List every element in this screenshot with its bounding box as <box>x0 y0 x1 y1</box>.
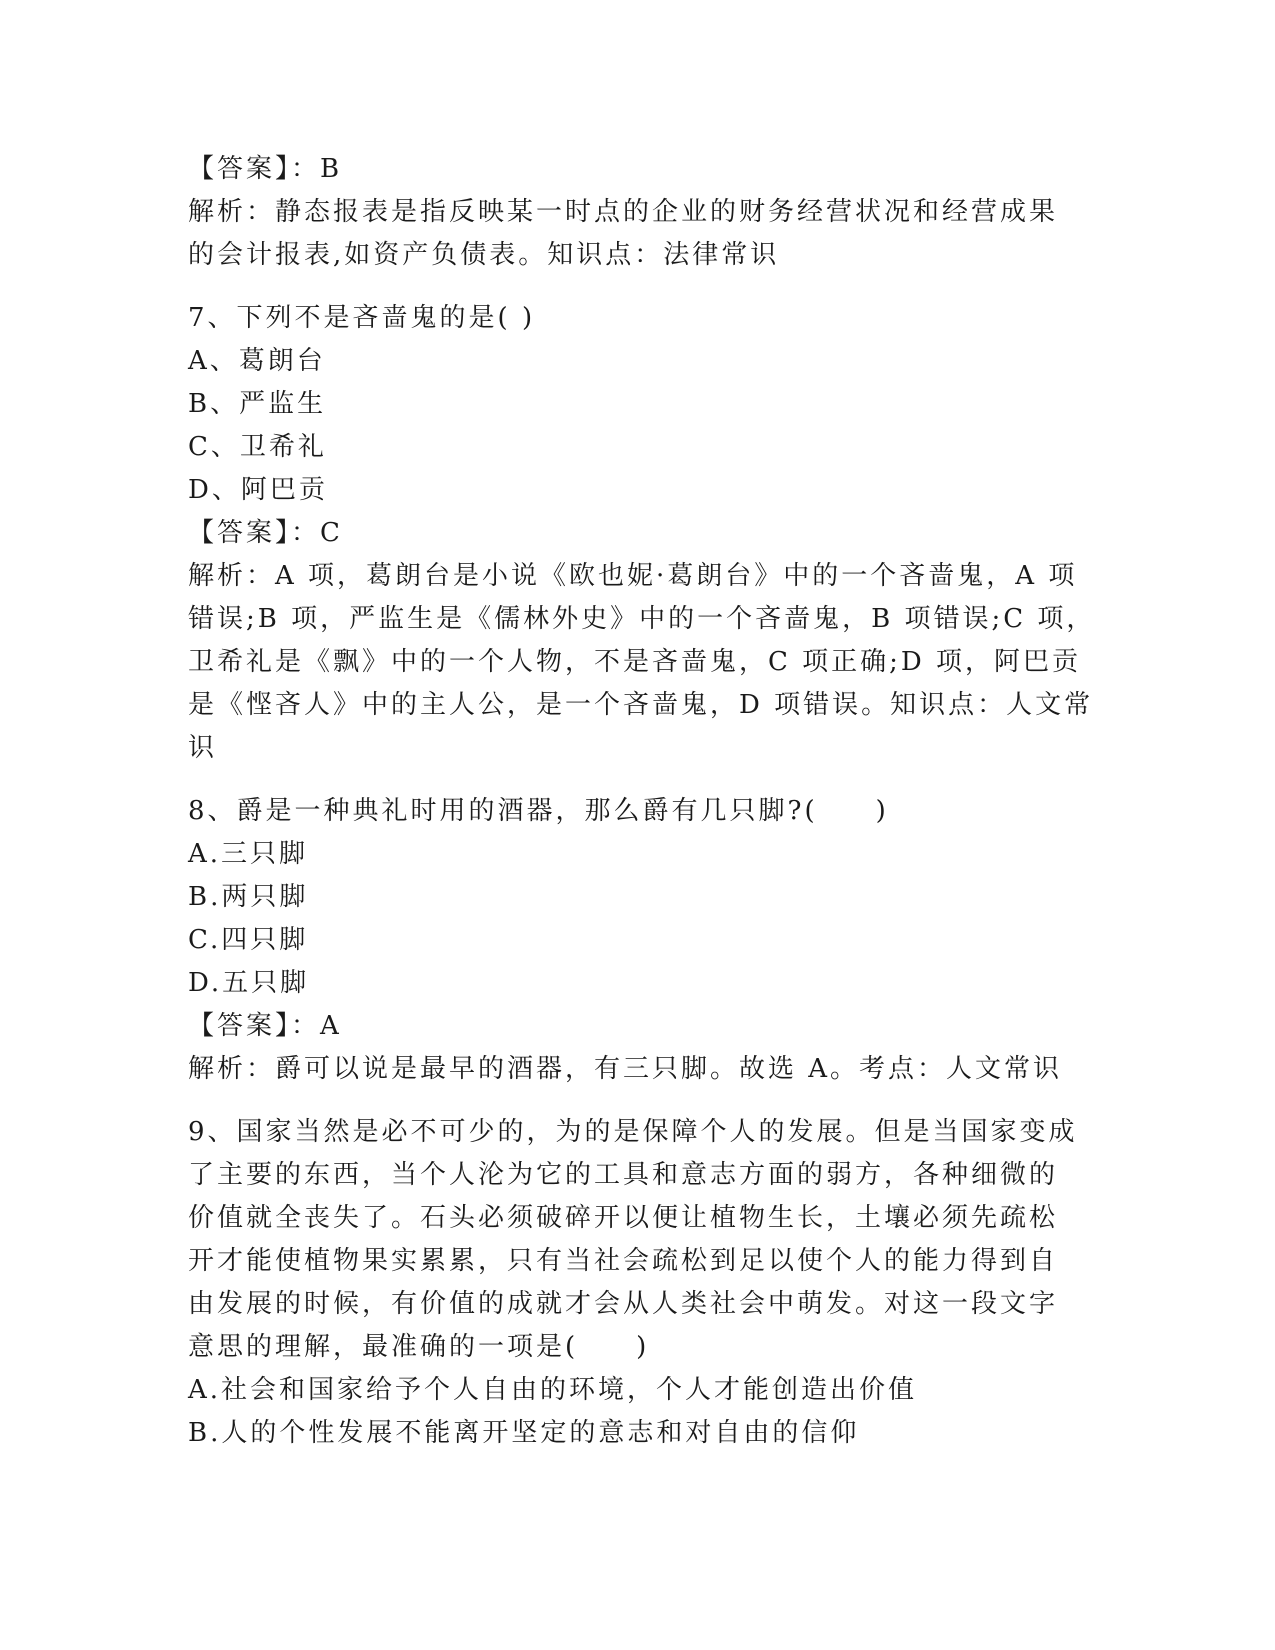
page-content <box>188 148 1096 1455</box>
question-7-answer: 【答案】：C <box>188 518 343 548</box>
question-7-option-d: D、阿巴贡 <box>188 475 328 505</box>
analysis-line: 的会计报表,如资产负债表。知识点：法律常识 <box>188 240 780 270</box>
question-9-stem-line: 价值就全丧失了。石头必须破碎开以便让植物生长，土壤必须先疏松 <box>188 1203 1059 1233</box>
analysis-line: 解析：静态报表是指反映某一时点的企业的财务经营状况和经营成果 <box>188 197 1059 227</box>
question-8-analysis-line: 解析：爵可以说是最早的酒器，有三只脚。故选 A。考点：人文常识 <box>188 1054 1063 1084</box>
question-9-option-b: B.人的个性发展不能离开坚定的意志和对自由的信仰 <box>188 1418 860 1448</box>
question-8-answer: 【答案】：A <box>188 1011 342 1041</box>
question-8-option-d: D.五只脚 <box>188 968 310 998</box>
question-7-option-b: B、严监生 <box>188 389 327 419</box>
question-7-option-a: A、葛朗台 <box>188 346 326 376</box>
question-7-analysis-line: 识 <box>188 733 218 763</box>
answer-line: 【答案】：B <box>188 154 343 184</box>
question-9-stem-line: 由发展的时候，有价值的成就才会从人类社会中萌发。对这一段文字 <box>188 1289 1059 1319</box>
question-8-stem: 8、爵是一种典礼时用的酒器，那么爵有几只脚?( ) <box>188 796 889 826</box>
question-8-option-c: C.四只脚 <box>188 925 309 955</box>
question-7-stem: 7、下列不是吝啬鬼的是( ) <box>188 303 536 333</box>
question-9-stem-line: 意思的理解，最准确的一项是( ) <box>188 1332 650 1362</box>
question-9-stem-line: 9、国家当然是必不可少的，为的是保障个人的发展。但是当国家变成 <box>188 1117 1078 1147</box>
question-9-stem-line: 了主要的东西，当个人沦为它的工具和意志方面的弱方，各种细微的 <box>188 1160 1059 1190</box>
question-9-option-a: A.社会和国家给予个人自由的环境，个人才能创造出价值 <box>188 1375 918 1405</box>
question-8-option-a: A.三只脚 <box>188 839 309 869</box>
question-7-option-c: C、卫希礼 <box>188 432 327 462</box>
question-9-stem-line: 开才能使植物果实累累，只有当社会疏松到足以使个人的能力得到自 <box>188 1246 1059 1276</box>
question-7-analysis-line: 解析：A 项，葛朗台是小说《欧也妮·葛朗台》中的一个吝啬鬼，A 项 <box>188 561 1078 591</box>
question-7-analysis-line: 卫希礼是《飘》中的一个人物，不是吝啬鬼，C 项正确;D 项，阿巴贡 <box>188 647 1082 677</box>
question-8-option-b: B.两只脚 <box>188 882 309 912</box>
question-7-analysis-line: 是《悭吝人》中的主人公，是一个吝啬鬼，D 项错误。知识点：人文常 <box>188 690 1094 720</box>
question-7-analysis-line: 错误;B 项，严监生是《儒林外史》中的一个吝啬鬼，B 项错误;C 项， <box>188 604 1096 634</box>
